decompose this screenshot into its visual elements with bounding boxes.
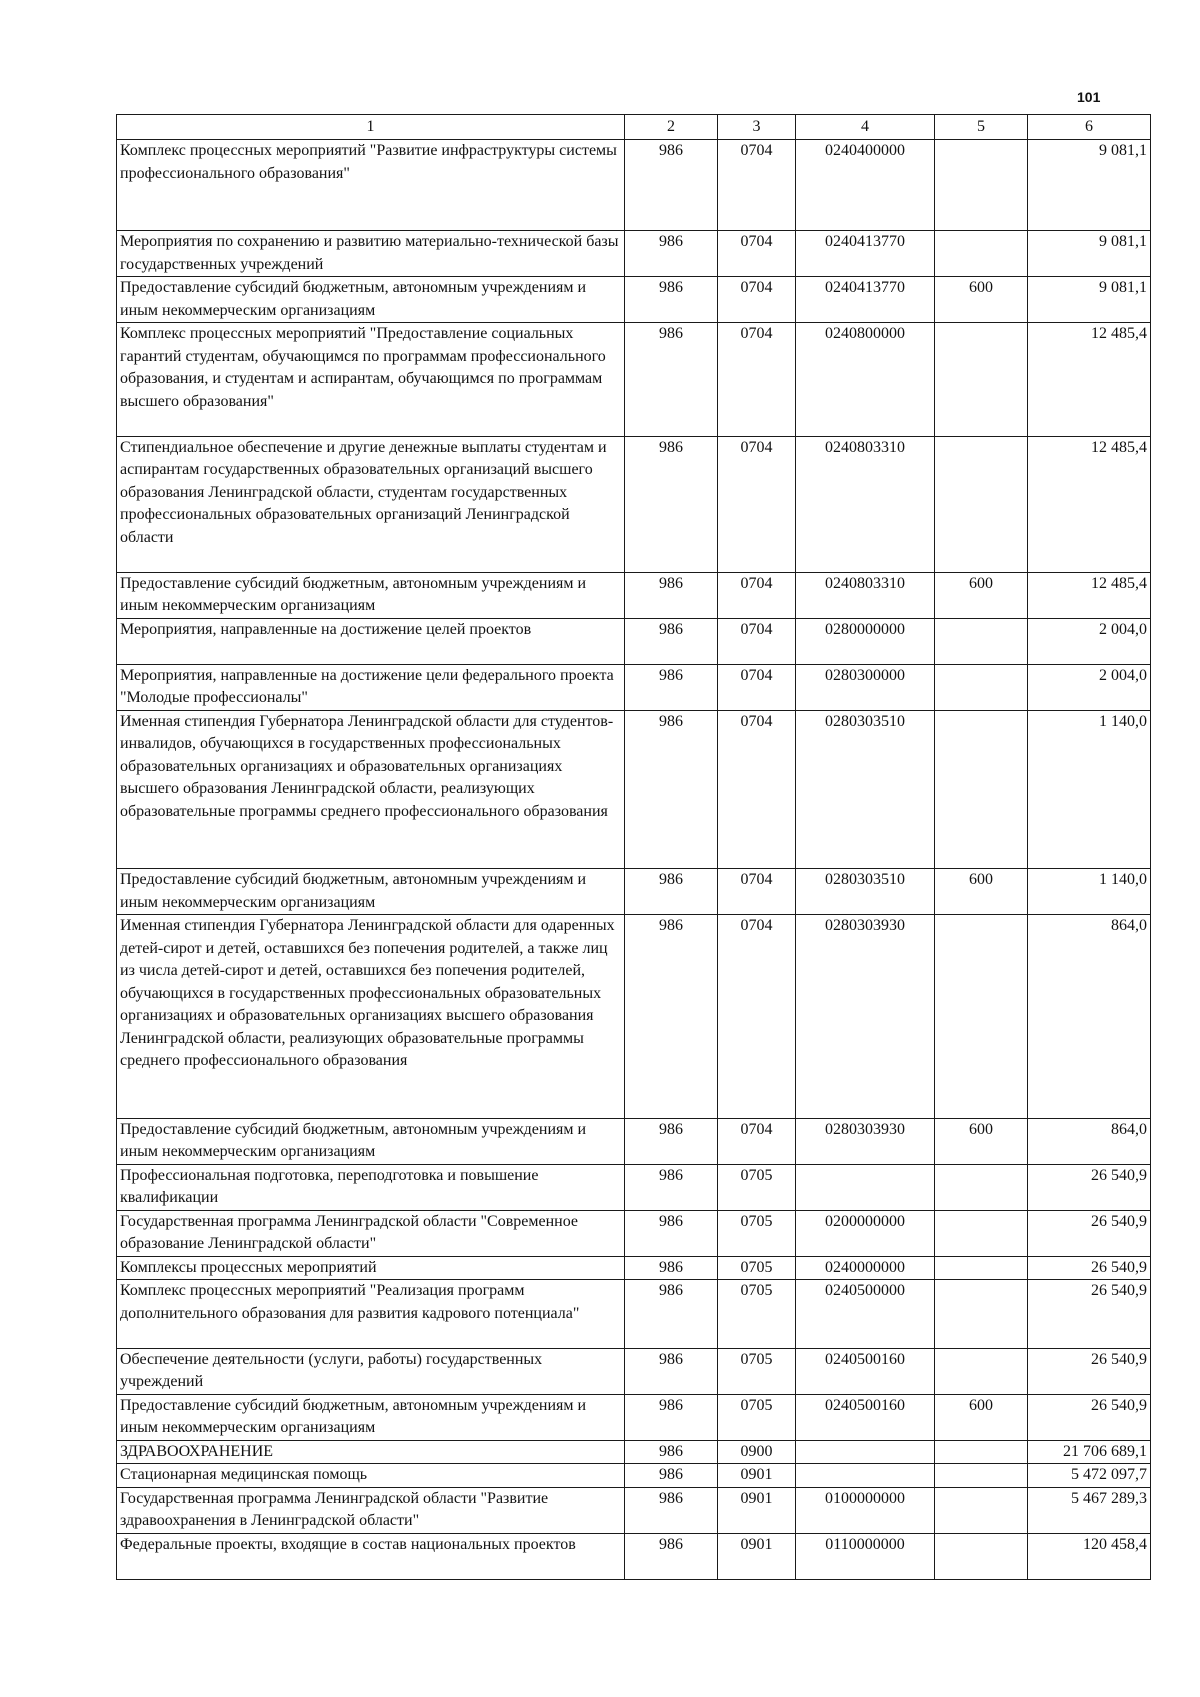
row-col3-cell: 0704 <box>718 618 796 664</box>
row-col5-cell <box>935 664 1028 710</box>
table-row <box>117 140 1151 231</box>
row-name-cell: Предоставление субсидий бюджетным, автономным учреждениям и иным некоммерческим организациям <box>117 572 625 618</box>
table-row <box>117 1440 1151 1464</box>
page-number: 101 <box>1077 89 1101 105</box>
row-name-cell: Стационарная медицинская помощь <box>117 1464 625 1488</box>
row-col5-cell <box>935 1164 1028 1210</box>
row-col5-cell <box>935 323 1028 437</box>
row-col5-cell <box>935 1210 1028 1256</box>
row-name-cell: Федеральные проекты, входящие в состав национальных проектов <box>117 1533 625 1579</box>
row-col2-cell: 986 <box>625 915 718 1119</box>
row-col4-cell <box>796 1464 935 1488</box>
row-name-cell: Профессиональная подготовка, переподготовка и повышение квалификации <box>117 1164 625 1210</box>
row-col5-cell <box>935 618 1028 664</box>
row-amount-cell: 26 540,9 <box>1028 1394 1151 1440</box>
row-amount-cell: 120 458,4 <box>1028 1533 1151 1579</box>
row-col5-cell <box>935 436 1028 572</box>
row-col2-cell: 986 <box>625 1348 718 1394</box>
row-col4-cell: 0100000000 <box>796 1487 935 1533</box>
row-col3-cell: 0704 <box>718 140 796 231</box>
row-col2-cell: 986 <box>625 572 718 618</box>
row-col5-cell <box>935 1348 1028 1394</box>
row-amount-cell: 26 540,9 <box>1028 1164 1151 1210</box>
row-col4-cell: 0280303510 <box>796 710 935 869</box>
row-col5-cell: 600 <box>935 277 1028 323</box>
table-row <box>117 323 1151 437</box>
header-cell-4: 4 <box>796 115 935 140</box>
row-name-cell: ЗДРАВООХРАНЕНИЕ <box>117 1440 625 1464</box>
header-cell-5: 5 <box>935 115 1028 140</box>
row-col4-cell: 0110000000 <box>796 1533 935 1579</box>
row-col2-cell: 986 <box>625 140 718 231</box>
row-col3-cell: 0705 <box>718 1280 796 1349</box>
row-col2-cell: 986 <box>625 323 718 437</box>
row-amount-cell: 9 081,1 <box>1028 231 1151 277</box>
table-header <box>117 115 1151 140</box>
row-col5-cell: 600 <box>935 572 1028 618</box>
row-name-cell: Мероприятия по сохранению и развитию материально-технической базы государственных учреждений <box>117 231 625 277</box>
row-col4-cell: 0280303930 <box>796 915 935 1119</box>
row-col3-cell: 0704 <box>718 277 796 323</box>
row-col2-cell: 986 <box>625 710 718 869</box>
row-col4-cell: 0240500160 <box>796 1394 935 1440</box>
row-amount-cell: 864,0 <box>1028 1118 1151 1164</box>
row-col3-cell: 0705 <box>718 1348 796 1394</box>
row-col4-cell: 0280000000 <box>796 618 935 664</box>
row-amount-cell: 5 467 289,3 <box>1028 1487 1151 1533</box>
row-amount-cell: 2 004,0 <box>1028 618 1151 664</box>
table-row <box>117 1348 1151 1394</box>
row-col4-cell: 0280300000 <box>796 664 935 710</box>
row-name-cell: Государственная программа Ленинградской области "Развитие здравоохранения в Ленинградской области" <box>117 1487 625 1533</box>
row-col3-cell: 0704 <box>718 710 796 869</box>
row-amount-cell: 1 140,0 <box>1028 869 1151 915</box>
row-col3-cell: 0705 <box>718 1164 796 1210</box>
row-col5-cell <box>935 1533 1028 1579</box>
header-cell-3: 3 <box>718 115 796 140</box>
table-row <box>117 710 1151 869</box>
row-col2-cell: 986 <box>625 436 718 572</box>
table-row <box>117 1464 1151 1488</box>
row-col3-cell: 0901 <box>718 1533 796 1579</box>
row-name-cell: Государственная программа Ленинградской области "Современное образование Ленинградской области" <box>117 1210 625 1256</box>
row-col4-cell: 0240500160 <box>796 1348 935 1394</box>
row-col5-cell <box>935 710 1028 869</box>
row-col5-cell <box>935 1280 1028 1349</box>
row-col5-cell <box>935 231 1028 277</box>
row-col3-cell: 0704 <box>718 572 796 618</box>
row-col3-cell: 0704 <box>718 436 796 572</box>
row-col2-cell: 986 <box>625 1280 718 1349</box>
row-col4-cell <box>796 1164 935 1210</box>
row-name-cell: Предоставление субсидий бюджетным, автономным учреждениям и иным некоммерческим организациям <box>117 1394 625 1440</box>
row-col2-cell: 986 <box>625 869 718 915</box>
row-col3-cell: 0704 <box>718 664 796 710</box>
row-col2-cell: 986 <box>625 1118 718 1164</box>
row-col3-cell: 0705 <box>718 1210 796 1256</box>
row-amount-cell: 9 081,1 <box>1028 140 1151 231</box>
row-amount-cell: 21 706 689,1 <box>1028 1440 1151 1464</box>
row-col4-cell: 0240400000 <box>796 140 935 231</box>
row-col4-cell: 0240000000 <box>796 1256 935 1280</box>
row-col2-cell: 986 <box>625 1533 718 1579</box>
header-cell-1: 1 <box>117 115 625 140</box>
row-amount-cell: 12 485,4 <box>1028 572 1151 618</box>
row-col4-cell: 0280303510 <box>796 869 935 915</box>
table-row <box>117 1210 1151 1256</box>
row-amount-cell: 26 540,9 <box>1028 1210 1151 1256</box>
row-amount-cell: 26 540,9 <box>1028 1256 1151 1280</box>
table-row <box>117 277 1151 323</box>
row-col5-cell <box>935 915 1028 1119</box>
row-name-cell: Комплекс процессных мероприятий "Предоставление социальных гарантий студентам, обучающимся по программам профессионального образования, и студентам и аспирантам, обучающимся по программам высшего образования" <box>117 323 625 437</box>
header-row <box>117 115 1151 140</box>
row-col2-cell: 986 <box>625 277 718 323</box>
row-col2-cell: 986 <box>625 1394 718 1440</box>
table-row <box>117 1256 1151 1280</box>
row-name-cell: Мероприятия, направленные на достижение целей проектов <box>117 618 625 664</box>
table-row <box>117 436 1151 572</box>
row-col5-cell <box>935 1464 1028 1488</box>
row-col5-cell: 600 <box>935 869 1028 915</box>
header-cell-6: 6 <box>1028 115 1151 140</box>
row-col4-cell <box>796 1440 935 1464</box>
row-name-cell: Именная стипендия Губернатора Ленинградской области для студентов-инвалидов, обучающихся в государственных профессиональных образовательных организациях и образовательных организациях высшего образования Ленинградской области, реализующих образовательные программы среднего профессионального образования <box>117 710 625 869</box>
row-col2-cell: 986 <box>625 618 718 664</box>
row-col5-cell <box>935 1487 1028 1533</box>
row-name-cell: Комплекс процессных мероприятий "Развитие инфраструктуры системы профессионального образования" <box>117 140 625 231</box>
row-col5-cell: 600 <box>935 1394 1028 1440</box>
table-row <box>117 1164 1151 1210</box>
row-col4-cell: 0240413770 <box>796 277 935 323</box>
budget-table <box>116 114 1151 1580</box>
row-col3-cell: 0901 <box>718 1464 796 1488</box>
row-amount-cell: 12 485,4 <box>1028 323 1151 437</box>
table-body <box>117 140 1151 1580</box>
table-row <box>117 231 1151 277</box>
row-col4-cell: 0240800000 <box>796 323 935 437</box>
table-row <box>117 869 1151 915</box>
row-col5-cell <box>935 140 1028 231</box>
row-col5-cell <box>935 1256 1028 1280</box>
row-col3-cell: 0704 <box>718 869 796 915</box>
row-col2-cell: 986 <box>625 231 718 277</box>
row-col3-cell: 0704 <box>718 915 796 1119</box>
row-col2-cell: 986 <box>625 1256 718 1280</box>
table-row <box>117 915 1151 1119</box>
header-cell-2: 2 <box>625 115 718 140</box>
row-col3-cell: 0901 <box>718 1487 796 1533</box>
row-col2-cell: 986 <box>625 1210 718 1256</box>
row-col2-cell: 986 <box>625 1487 718 1533</box>
row-col5-cell: 600 <box>935 1118 1028 1164</box>
row-col3-cell: 0704 <box>718 231 796 277</box>
table-row <box>117 1533 1151 1579</box>
table-row <box>117 1280 1151 1349</box>
row-col4-cell: 0240500000 <box>796 1280 935 1349</box>
row-col3-cell: 0705 <box>718 1394 796 1440</box>
row-col5-cell <box>935 1440 1028 1464</box>
table-row <box>117 1118 1151 1164</box>
row-col4-cell: 0240413770 <box>796 231 935 277</box>
row-col4-cell: 0240803310 <box>796 436 935 572</box>
row-col2-cell: 986 <box>625 1440 718 1464</box>
table-row <box>117 618 1151 664</box>
row-col3-cell: 0705 <box>718 1256 796 1280</box>
row-col2-cell: 986 <box>625 664 718 710</box>
row-col4-cell: 0280303930 <box>796 1118 935 1164</box>
row-col2-cell: 986 <box>625 1164 718 1210</box>
row-name-cell: Предоставление субсидий бюджетным, автономным учреждениям и иным некоммерческим организациям <box>117 277 625 323</box>
row-amount-cell: 864,0 <box>1028 915 1151 1119</box>
table-row <box>117 1487 1151 1533</box>
table-row <box>117 664 1151 710</box>
row-name-cell: Комплексы процессных мероприятий <box>117 1256 625 1280</box>
row-name-cell: Мероприятия, направленные на достижение цели федерального проекта "Молодые профессионалы" <box>117 664 625 710</box>
row-name-cell: Именная стипендия Губернатора Ленинградской области для одаренных детей-сирот и детей, оставшихся без попечения родителей, а также лиц из числа детей-сирот и детей, оставшихся без попечения родителей, обучающихся в государственных профессиональных образовательных организациях и образовательных организациях высшего образования Ленинградской области, реализующих образовательные программы среднего профессионального образования <box>117 915 625 1119</box>
row-amount-cell: 5 472 097,7 <box>1028 1464 1151 1488</box>
row-amount-cell: 26 540,9 <box>1028 1348 1151 1394</box>
row-col3-cell: 0900 <box>718 1440 796 1464</box>
table-row <box>117 572 1151 618</box>
row-col4-cell: 0200000000 <box>796 1210 935 1256</box>
row-name-cell: Обеспечение деятельности (услуги, работы) государственных учреждений <box>117 1348 625 1394</box>
table-row <box>117 1394 1151 1440</box>
row-col3-cell: 0704 <box>718 1118 796 1164</box>
row-amount-cell: 9 081,1 <box>1028 277 1151 323</box>
row-amount-cell: 26 540,9 <box>1028 1280 1151 1349</box>
row-col3-cell: 0704 <box>718 323 796 437</box>
row-col2-cell: 986 <box>625 1464 718 1488</box>
row-name-cell: Стипендиальное обеспечение и другие денежные выплаты студентам и аспирантам государственных образовательных организаций высшего образования Ленинградской области, студентам государственных профессиональных образовательных организаций Ленинградской области <box>117 436 625 572</box>
row-amount-cell: 2 004,0 <box>1028 664 1151 710</box>
row-amount-cell: 12 485,4 <box>1028 436 1151 572</box>
row-name-cell: Предоставление субсидий бюджетным, автономным учреждениям и иным некоммерческим организациям <box>117 869 625 915</box>
row-amount-cell: 1 140,0 <box>1028 710 1151 869</box>
row-col4-cell: 0240803310 <box>796 572 935 618</box>
row-name-cell: Предоставление субсидий бюджетным, автономным учреждениям и иным некоммерческим организациям <box>117 1118 625 1164</box>
row-name-cell: Комплекс процессных мероприятий "Реализация программ дополнительного образования для развития кадрового потенциала" <box>117 1280 625 1349</box>
